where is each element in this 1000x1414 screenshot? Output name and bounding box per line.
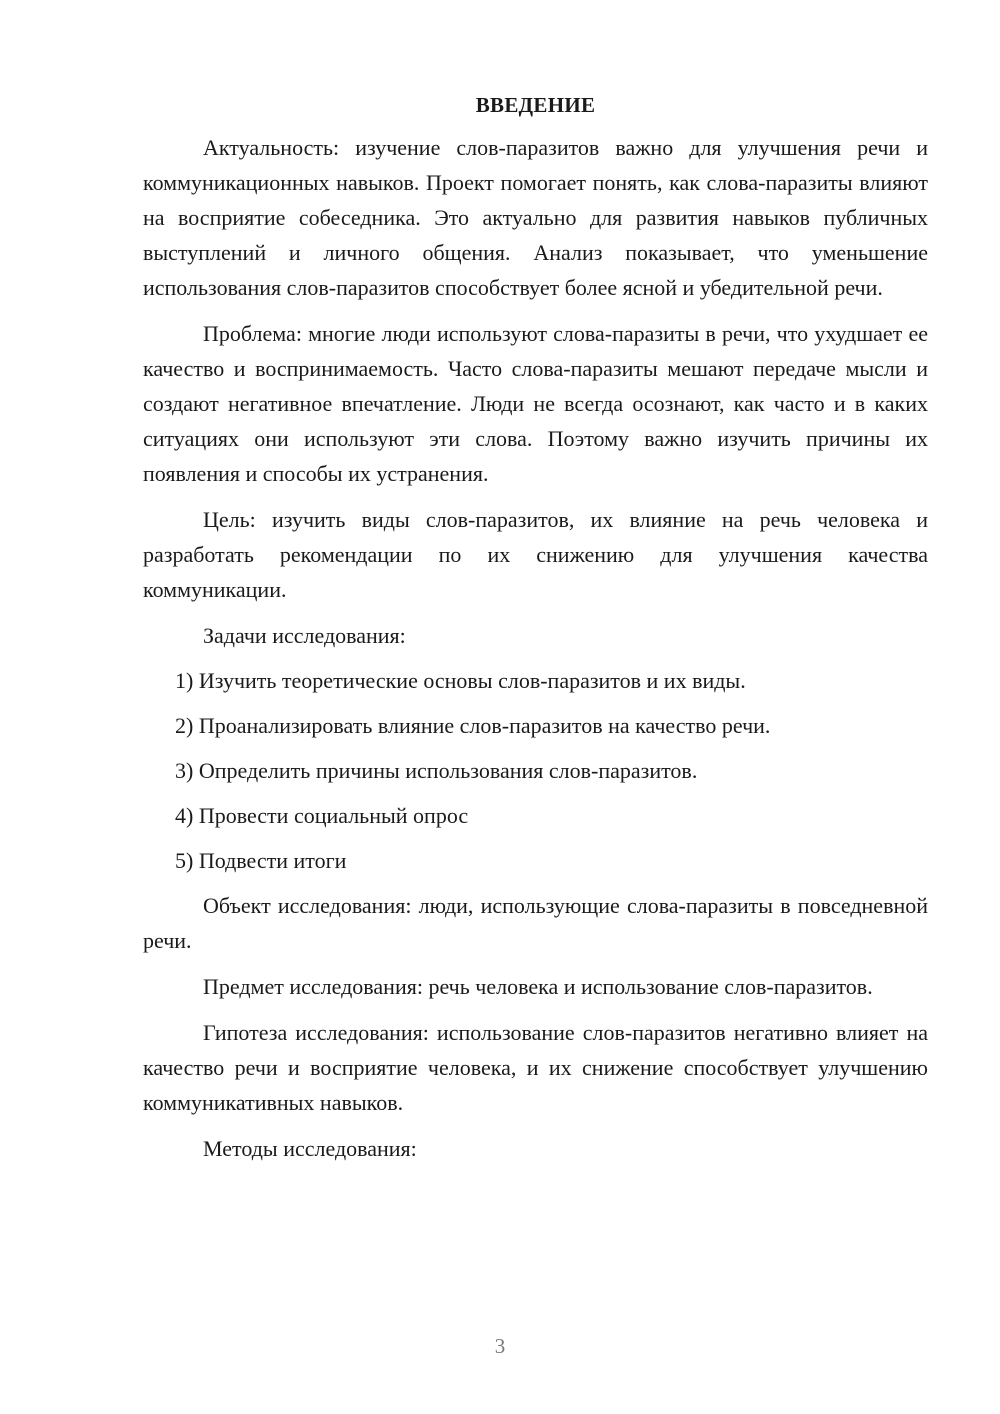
paragraph-problem: Проблема: многие люди используют слова-паразиты в речи, что ухудшает ее качество и воспринимаемость. Часто слова-паразиты мешают передаче мысли и создают негативное впечатление. Люди не всегда осознают, как часто и в каких ситуациях они используют эти слова. Поэтому важно изучить причины их появления и способы их устранения.	[143, 321, 928, 486]
section-title: ВВЕДЕНИЕ	[475, 93, 596, 117]
document-page	[143, 90, 928, 1176]
methods-heading: Методы исследования:	[203, 1136, 417, 1161]
task-item-5: 5) Подвести итоги	[175, 848, 347, 873]
task-item-4: 4) Провести социальный опрос	[175, 803, 469, 828]
paragraph-object: Объект исследования: люди, использующие слова-паразиты в повседневной речи.	[143, 893, 928, 953]
paragraph-relevance: Актуальность: изучение слов-паразитов важно для улучшения речи и коммуникационных навыков. Проект помогает понять, как слова-паразиты влияют на восприятие собеседника. Это актуально для развития навыков публичных выступлений и личного общения. Анализ показывает, что уменьшение использования слов-паразитов способствует более ясной и убедительной речи.	[143, 135, 928, 300]
task-item-3: 3) Определить причины использования слов-паразитов.	[175, 758, 698, 783]
tasks-list	[143, 663, 928, 878]
task-item-1: 1) Изучить теоретические основы слов-паразитов и их виды.	[175, 668, 746, 693]
task-item-2: 2) Проанализировать влияние слов-паразитов на качество речи.	[175, 713, 771, 738]
page-number: 3	[494, 1334, 506, 1358]
paragraph-goal: Цель: изучить виды слов-паразитов, их влияние на речь человека и разработать рекомендации по их снижению для улучшения качества коммуникации.	[143, 507, 928, 602]
paragraph-subject: Предмет исследования: речь человека и использование слов-паразитов.	[203, 974, 873, 999]
paragraph-hypothesis: Гипотеза исследования: использование слов-паразитов негативно влияет на качество речи и восприятие человека, и их снижение способствует улучшению коммуникативных навыков.	[143, 1020, 928, 1115]
tasks-heading: Задачи исследования:	[203, 623, 406, 648]
